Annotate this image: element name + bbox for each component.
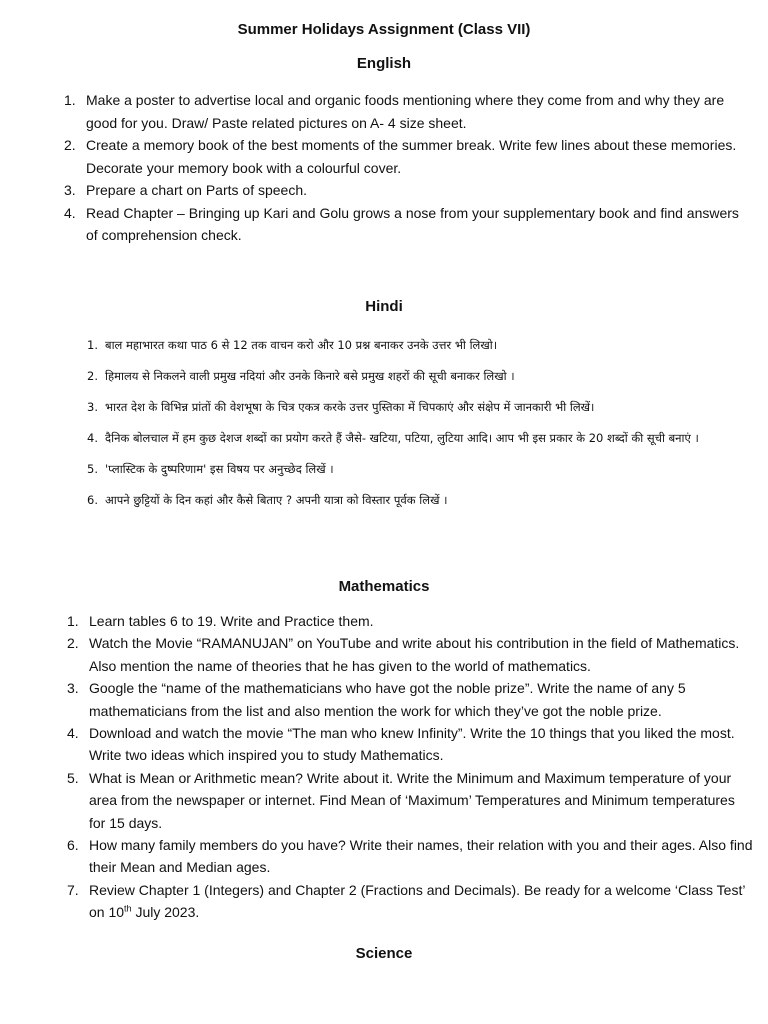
list-item: 3. भारत देश के विभिन्न प्रांतों की वेशभूषा के चित्र एकत्र करके उत्तर पुस्तिका में चिपकाएं और संक्षेप में जानकारी भी लिखें। [87, 400, 595, 414]
english-task-list [64, 89, 754, 247]
list-item: 6. How many family members do you have? Write their names, their relation with you and their ages. Also find their Mean and Median ages. [67, 837, 753, 876]
list-item: 7. Review Chapter 1 (Integers) and Chapter 2 (Fractions and Decimals). Be ready for a welcome ‘Class Test’ on 10th July 2023. [67, 881, 745, 921]
list-item-text: Download and watch the movie “The man who knew Infinity”. Write the 10 things that you liked the most. Write two ideas which inspired you to study Mathematics. [89, 725, 735, 764]
list-item-text: Google the “name of the mathematicians who have got the noble prize”. Write the name of any 5 mathematicians from the list and also mention the work for which they’ve got the noble prize. [89, 680, 686, 719]
list-item: 4. Read Chapter – Bringing up Kari and Golu grows a nose from your supplementary book and find answers of comprehension check. [64, 204, 739, 243]
list-item: 5. What is Mean or Arithmetic mean? Write about it. Write the Minimum and Maximum temperature of your area from the newspaper or internet. Find Mean of ‘Maximum’ Temperatures and Minimum temperatures for 15 days. [67, 769, 735, 831]
section-heading-english: English [356, 55, 412, 72]
hindi-task-list [87, 330, 705, 516]
list-item-text: Make a poster to advertise local and organic foods mentioning where they come from and why they are good for you. Draw/ Paste related pictures on A- 4 size sheet. [86, 92, 725, 131]
list-item-text: हिमालय से निकलने वाली प्रमुख नदियां और उनके किनारे बसे प्रमुख शहरों की सूची बनाकर लिखो । [105, 369, 515, 383]
section-heading-mathematics: Mathematics [338, 578, 430, 595]
list-item: 2. Create a memory book of the best moments of the summer break. Write few lines about these memories. Decorate your memory book with a colourful cover. [64, 137, 737, 176]
list-item-text: Learn tables 6 to 19. Write and Practice them. [89, 613, 374, 629]
list-item-text: Prepare a chart on Parts of speech. [86, 182, 308, 198]
document-title: Summer Holidays Assignment (Class VII) [237, 21, 531, 38]
list-item: 5. 'प्लास्टिक के दुष्परिणाम' इस विषय पर अनुच्छेद लिखें । [87, 462, 334, 476]
ordinal-superscript: th [124, 903, 132, 914]
list-item-text: 'प्लास्टिक के दुष्परिणाम' इस विषय पर अनुच्छेद लिखें । [105, 462, 334, 476]
mathematics-task-list [67, 610, 754, 924]
list-item: 3. Google the “name of the mathematicians who have got the noble prize”. Write the name of any 5 mathematicians from the list and also mention the work for which they’ve got the noble prize. [67, 680, 686, 719]
list-item: 1. Learn tables 6 to 19. Write and Practice them. [67, 613, 374, 629]
list-item-text: बाल महाभारत कथा पाठ 6 से 12 तक वाचन करो और 10 प्रश्न बनाकर उनके उत्तर भी लिखो। [105, 338, 498, 352]
list-item-text: How many family members do you have? Write their names, their relation with you and their ages. Also find their Mean and Median ages. [89, 837, 753, 876]
list-item: 3. Prepare a chart on Parts of speech. [64, 182, 308, 198]
list-item-text: Review Chapter 1 (Integers) and Chapter 2 (Fractions and Decimals). Be ready for a welcome ‘Class Test’ on 10th July 2023. [89, 881, 745, 921]
list-item-text: Read Chapter – Bringing up Kari and Golu grows a nose from your supplementary book and find answers of comprehension check. [86, 204, 739, 243]
section-heading-science: Science [355, 945, 413, 962]
list-item: 4. Download and watch the movie “The man who knew Infinity”. Write the 10 things that you liked the most. Write two ideas which inspired you to study Mathematics. [67, 725, 735, 764]
list-item: 1. बाल महाभारत कथा पाठ 6 से 12 तक वाचन करो और 10 प्रश्न बनाकर उनके उत्तर भी लिखो। [87, 338, 498, 352]
list-item-text: आपने छुट्टियों के दिन कहां और कैसे बिताए ? अपनी यात्रा को विस्तार पूर्वक लिखें । [105, 493, 448, 507]
list-item: 2. Watch the Movie “RAMANUJAN” on YouTube and write about his contribution in the field of Mathematics. Also mention the name of theories that he has given to the world of mathematics. [67, 635, 740, 674]
list-item: 1. Make a poster to advertise local and organic foods mentioning where they come from and why they are good for you. Draw/ Paste related pictures on A- 4 size sheet. [64, 92, 725, 131]
section-heading-hindi: Hindi [365, 298, 403, 315]
list-item: 6. आपने छुट्टियों के दिन कहां और कैसे बिताए ? अपनी यात्रा को विस्तार पूर्वक लिखें । [87, 493, 448, 507]
list-item: 4. दैनिक बोलचाल में हम कुछ देशज शब्दों का प्रयोग करते हैं जैसे- खटिया, पटिया, लुटिया आदि। आप भी इस प्रकार के 20 शब्दों की सूची बनाएं । [87, 431, 699, 445]
list-item-text: What is Mean or Arithmetic mean? Write about it. Write the Minimum and Maximum temperature of your area from the newspaper or internet. Find Mean of ‘Maximum’ Temperatures and Minimum temperatures for 15 days. [89, 769, 735, 831]
list-item-text: Create a memory book of the best moments of the summer break. Write few lines about these memories. Decorate your memory book with a colourful cover. [86, 137, 737, 176]
list-item-text: Watch the Movie “RAMANUJAN” on YouTube and write about his contribution in the field of Mathematics. Also mention the name of theories that he has given to the world of mathematics. [89, 635, 740, 674]
list-item-text: दैनिक बोलचाल में हम कुछ देशज शब्दों का प्रयोग करते हैं जैसे- खटिया, पटिया, लुटिया आदि। आप भी इस प्रकार के 20 शब्दों की सूची बनाएं । [105, 431, 699, 445]
list-item: 2. हिमालय से निकलने वाली प्रमुख नदियां और उनके किनारे बसे प्रमुख शहरों की सूची बनाकर लिखो । [87, 369, 515, 383]
list-item-text: भारत देश के विभिन्न प्रांतों की वेशभूषा के चित्र एकत्र करके उत्तर पुस्तिका में चिपकाएं और संक्षेप में जानकारी भी लिखें। [105, 400, 595, 414]
